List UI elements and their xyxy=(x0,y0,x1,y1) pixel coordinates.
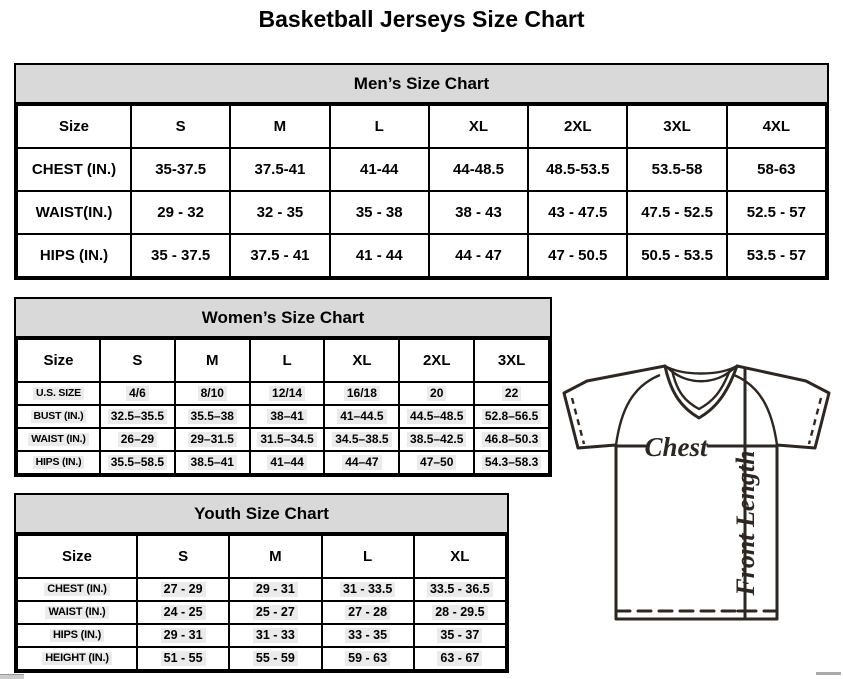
size-value: 31.5–34.5 xyxy=(257,432,316,446)
size-value: 52.8–56.5 xyxy=(482,409,541,423)
size-value: 33 - 35 xyxy=(345,628,390,643)
men-col-header-4xl: 4XL xyxy=(727,105,826,148)
size-value-cell xyxy=(322,624,414,647)
size-value: 4/6 xyxy=(126,386,149,400)
size-value-cell xyxy=(250,451,325,474)
size-value: 44-48.5 xyxy=(429,148,528,191)
size-value: 44.5–48.5 xyxy=(407,409,466,423)
size-value: 48.5-53.5 xyxy=(528,148,627,191)
youth-chart-title: Youth Size Chart xyxy=(16,495,507,534)
cropped-fragment-bottom-right xyxy=(816,672,841,675)
row-label xyxy=(17,578,137,601)
size-value: 35.5–38 xyxy=(188,409,237,423)
women-col-header-2xl: 2XL xyxy=(399,339,474,382)
size-value-cell xyxy=(474,382,549,405)
row-label: CHEST (IN.) xyxy=(17,148,131,191)
size-value-cell xyxy=(175,405,250,428)
size-value: 38.5–41 xyxy=(188,455,237,469)
size-value: 35 - 37.5 xyxy=(131,234,230,277)
size-value: 31 - 33 xyxy=(253,628,298,643)
size-value: 51 - 55 xyxy=(161,651,206,666)
youth-row-height xyxy=(17,647,506,670)
row-label xyxy=(17,451,100,474)
row-label-text: WAIST (IN.) xyxy=(45,606,108,619)
size-value: 38 - 43 xyxy=(429,191,528,234)
size-value-cell xyxy=(100,451,175,474)
youth-header-row xyxy=(17,535,506,578)
size-value-cell xyxy=(399,382,474,405)
men-row-chest xyxy=(17,148,826,191)
size-value: 27 - 29 xyxy=(161,582,206,597)
size-value: 35-37.5 xyxy=(131,148,230,191)
women-col-header-size: Size xyxy=(17,339,100,382)
size-value: 47–50 xyxy=(417,455,456,469)
size-value-cell xyxy=(474,451,549,474)
size-value-cell xyxy=(474,405,549,428)
men-col-header-l: L xyxy=(330,105,429,148)
size-value-cell xyxy=(474,428,549,451)
size-value-cell xyxy=(324,451,399,474)
size-value-cell xyxy=(322,578,414,601)
size-value-cell xyxy=(414,647,506,670)
size-value: 22 xyxy=(502,386,521,400)
men-col-header-s: S xyxy=(131,105,230,148)
size-value-cell xyxy=(229,601,321,624)
size-value-cell xyxy=(229,624,321,647)
youth-col-header-l: L xyxy=(322,535,414,578)
row-label: HIPS (IN.) xyxy=(17,234,131,277)
size-value-cell xyxy=(229,647,321,670)
women-row-waist xyxy=(17,428,549,451)
size-value: 35 - 37 xyxy=(437,628,482,643)
cropped-fragment-bottom-left xyxy=(0,674,24,679)
men-col-header-2xl: 2XL xyxy=(528,105,627,148)
front-length-label: Front Length xyxy=(731,450,760,596)
row-label-text: HIPS (IN.) xyxy=(33,456,85,469)
size-value-cell xyxy=(414,624,506,647)
size-value: 53.5 - 57 xyxy=(727,234,826,277)
youth-row-waist xyxy=(17,601,506,624)
men-size-chart xyxy=(14,63,829,280)
men-header-row xyxy=(17,105,826,148)
size-value-cell xyxy=(175,428,250,451)
row-label: WAIST(IN.) xyxy=(17,191,131,234)
women-chart-title: Women’s Size Chart xyxy=(16,299,550,338)
men-col-header-m: M xyxy=(230,105,329,148)
size-value: 37.5-41 xyxy=(230,148,329,191)
size-value-cell xyxy=(399,451,474,474)
size-value-cell xyxy=(414,601,506,624)
size-value: 33.5 - 36.5 xyxy=(427,582,493,597)
row-label-text: WAIST (IN.) xyxy=(28,433,88,446)
women-table xyxy=(16,338,550,475)
row-label-text: HIPS (IN.) xyxy=(50,629,104,642)
size-value: 52.5 - 57 xyxy=(727,191,826,234)
size-value: 50.5 - 53.5 xyxy=(627,234,726,277)
size-value-cell xyxy=(399,405,474,428)
men-row-waist xyxy=(17,191,826,234)
size-value-cell xyxy=(324,405,399,428)
page-title: Basketball Jerseys Size Chart xyxy=(258,6,585,32)
size-value: 44–47 xyxy=(342,455,381,469)
size-value: 35 - 38 xyxy=(330,191,429,234)
youth-row-hips xyxy=(17,624,506,647)
women-row-bust xyxy=(17,405,549,428)
size-value: 16/18 xyxy=(344,386,380,400)
size-value-cell xyxy=(175,382,250,405)
size-value: 29 - 32 xyxy=(131,191,230,234)
size-value: 41-44 xyxy=(330,148,429,191)
size-value-cell xyxy=(100,428,175,451)
row-label-text: U.S. SIZE xyxy=(33,387,84,400)
row-label-text: BUST (IN.) xyxy=(31,410,87,423)
size-value: 31 - 33.5 xyxy=(340,582,395,597)
size-value: 46.8–50.3 xyxy=(482,432,541,446)
size-value: 41–44.5 xyxy=(337,409,386,423)
men-col-header-size: Size xyxy=(17,105,131,148)
women-col-header-xl: XL xyxy=(324,339,399,382)
youth-table xyxy=(16,534,507,671)
size-value: 58-63 xyxy=(727,148,826,191)
women-col-header-m: M xyxy=(175,339,250,382)
row-label-text: CHEST (IN.) xyxy=(44,583,110,596)
jersey-collar-back-arc xyxy=(665,366,737,374)
size-value: 59 - 63 xyxy=(345,651,390,666)
size-value-cell xyxy=(137,647,229,670)
men-table xyxy=(16,104,827,278)
size-value: 54.3–58.3 xyxy=(482,455,541,469)
men-col-header-xl: XL xyxy=(429,105,528,148)
size-value-cell xyxy=(137,578,229,601)
size-value: 20 xyxy=(427,386,446,400)
size-value-cell xyxy=(137,601,229,624)
jersey-measurement-diagram xyxy=(555,353,843,645)
size-value-cell xyxy=(322,601,414,624)
youth-col-header-xl: XL xyxy=(414,535,506,578)
size-value-cell xyxy=(100,382,175,405)
row-label xyxy=(17,601,137,624)
women-col-header-l: L xyxy=(250,339,325,382)
men-row-hips xyxy=(17,234,826,277)
size-value: 41 - 44 xyxy=(330,234,429,277)
size-value: 25 - 27 xyxy=(253,605,298,620)
size-value: 32.5–35.5 xyxy=(108,409,167,423)
row-label xyxy=(17,428,100,451)
size-value: 37.5 - 41 xyxy=(230,234,329,277)
size-value: 41–44 xyxy=(267,455,306,469)
size-value: 63 - 67 xyxy=(437,651,482,666)
size-value-cell xyxy=(100,405,175,428)
men-chart-title: Men’s Size Chart xyxy=(16,65,827,104)
size-value-cell xyxy=(137,624,229,647)
size-value: 34.5–38.5 xyxy=(332,432,391,446)
size-value: 38–41 xyxy=(267,409,306,423)
size-value-cell xyxy=(250,382,325,405)
size-value-cell xyxy=(229,578,321,601)
youth-row-chest xyxy=(17,578,506,601)
size-value: 55 - 59 xyxy=(253,651,298,666)
chest-label: Chest xyxy=(644,432,708,462)
row-label xyxy=(17,624,137,647)
youth-col-header-size: Size xyxy=(17,535,137,578)
jersey-armhole-seam-right xyxy=(734,375,777,445)
size-value: 47 - 50.5 xyxy=(528,234,627,277)
women-row-hips xyxy=(17,451,549,474)
row-label xyxy=(17,382,100,405)
women-row-ussize xyxy=(17,382,549,405)
size-value: 24 - 25 xyxy=(161,605,206,620)
size-value: 32 - 35 xyxy=(230,191,329,234)
size-value: 53.5-58 xyxy=(627,148,726,191)
size-value: 8/10 xyxy=(198,386,227,400)
youth-col-header-s: S xyxy=(137,535,229,578)
size-value: 29 - 31 xyxy=(161,628,206,643)
size-value-cell xyxy=(175,451,250,474)
size-value: 29 - 31 xyxy=(253,582,298,597)
row-label xyxy=(17,647,137,670)
size-value: 35.5–58.5 xyxy=(108,455,167,469)
women-col-header-3xl: 3XL xyxy=(474,339,549,382)
size-value-cell xyxy=(324,382,399,405)
size-value: 29–31.5 xyxy=(188,432,237,446)
men-col-header-3xl: 3XL xyxy=(627,105,726,148)
row-label xyxy=(17,405,100,428)
size-value: 27 - 28 xyxy=(345,605,390,620)
size-value-cell xyxy=(324,428,399,451)
size-value: 26–29 xyxy=(118,432,157,446)
jersey-outline xyxy=(564,366,829,619)
size-value: 47.5 - 52.5 xyxy=(627,191,726,234)
row-label-text: HEIGHT (IN.) xyxy=(42,652,112,665)
youth-size-chart xyxy=(14,493,509,673)
size-value-cell xyxy=(414,578,506,601)
size-value: 43 - 47.5 xyxy=(528,191,627,234)
size-value: 12/14 xyxy=(269,386,305,400)
women-size-chart xyxy=(14,297,552,477)
size-value-cell xyxy=(399,428,474,451)
size-value: 38.5–42.5 xyxy=(407,432,466,446)
size-value-cell xyxy=(322,647,414,670)
size-value: 28 - 29.5 xyxy=(432,605,487,620)
size-value: 44 - 47 xyxy=(429,234,528,277)
size-value-cell xyxy=(250,405,325,428)
women-col-header-s: S xyxy=(100,339,175,382)
youth-col-header-m: M xyxy=(229,535,321,578)
women-header-row xyxy=(17,339,549,382)
size-value-cell xyxy=(250,428,325,451)
